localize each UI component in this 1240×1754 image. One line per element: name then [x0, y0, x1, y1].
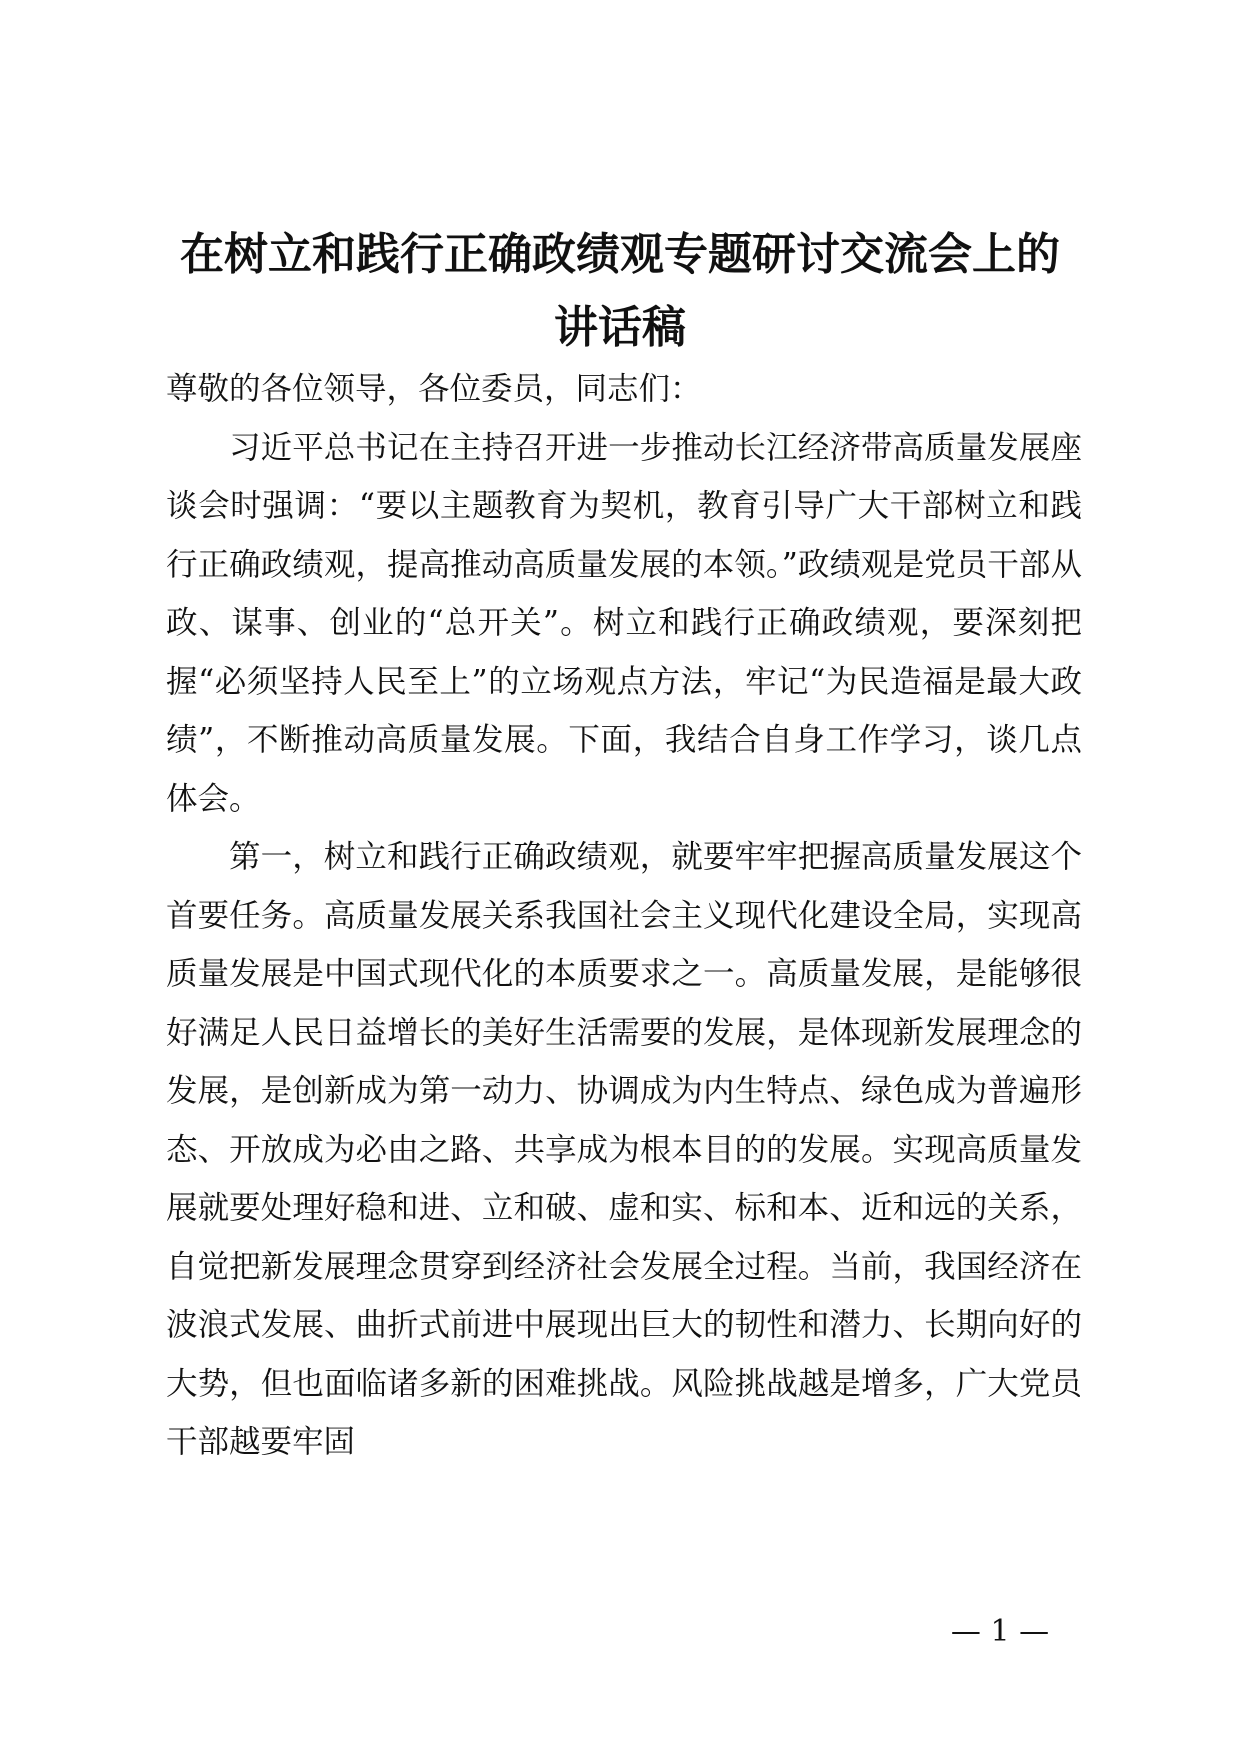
- salutation: 尊敬的各位领导，各位委员，同志们：: [166, 371, 702, 407]
- paragraph-first-point: 第一，树立和践行正确政绩观，就要牢牢把握高质量发展这个首要任务。高质量发展关系我国社会主义现代化建设全局，实现高质量发展是中国式现代化的本质要求之一。高质量发展，是能够很好满足人民日益增长的美好生活需要的发展，是体现新发展理念的发展，是创新成为第一动力、协调成为内生特点、绿色成为普遍形态、开放成为必由之路、共享成为根本目的的发展。实现高质量发展就要处理好稳和进、立和破、虚和实、标和本、近和远的关系，自觉把新发展理念贯穿到经济社会发展全过程。当前，我国经济在波浪式发展、曲折式前进中展现出巨大的韧性和潜力、长期向好的大势，但也面临诸多新的困难挑战。风险挑战越是增多，广大党员干部越要牢固: [166, 839, 1082, 1460]
- title-line-1: 在树立和践行正确政绩观专题研讨交流会上的: [180, 229, 1060, 280]
- document-body: [166, 360, 1082, 1472]
- title-line-2: 讲话稿: [554, 302, 686, 353]
- paragraph-intro: 习近平总书记在主持召开进一步推动长江经济带高质量发展座谈会时强调：“要以主题教育为契机，教育引导广大干部树立和践行正确政绩观，提高推动高质量发展的本领。”政绩观是党员干部从政、谋事、创业的“总开关”。树立和践行正确政绩观，要深刻把握“必须坚持人民至上”的立场观点方法，牢记“为民造福是最大政绩”，不断推动高质量发展。下面，我结合自身工作学习，谈几点体会。: [166, 429, 1082, 817]
- page-number: — 1 —: [950, 1614, 1050, 1649]
- document-title: [150, 218, 1090, 364]
